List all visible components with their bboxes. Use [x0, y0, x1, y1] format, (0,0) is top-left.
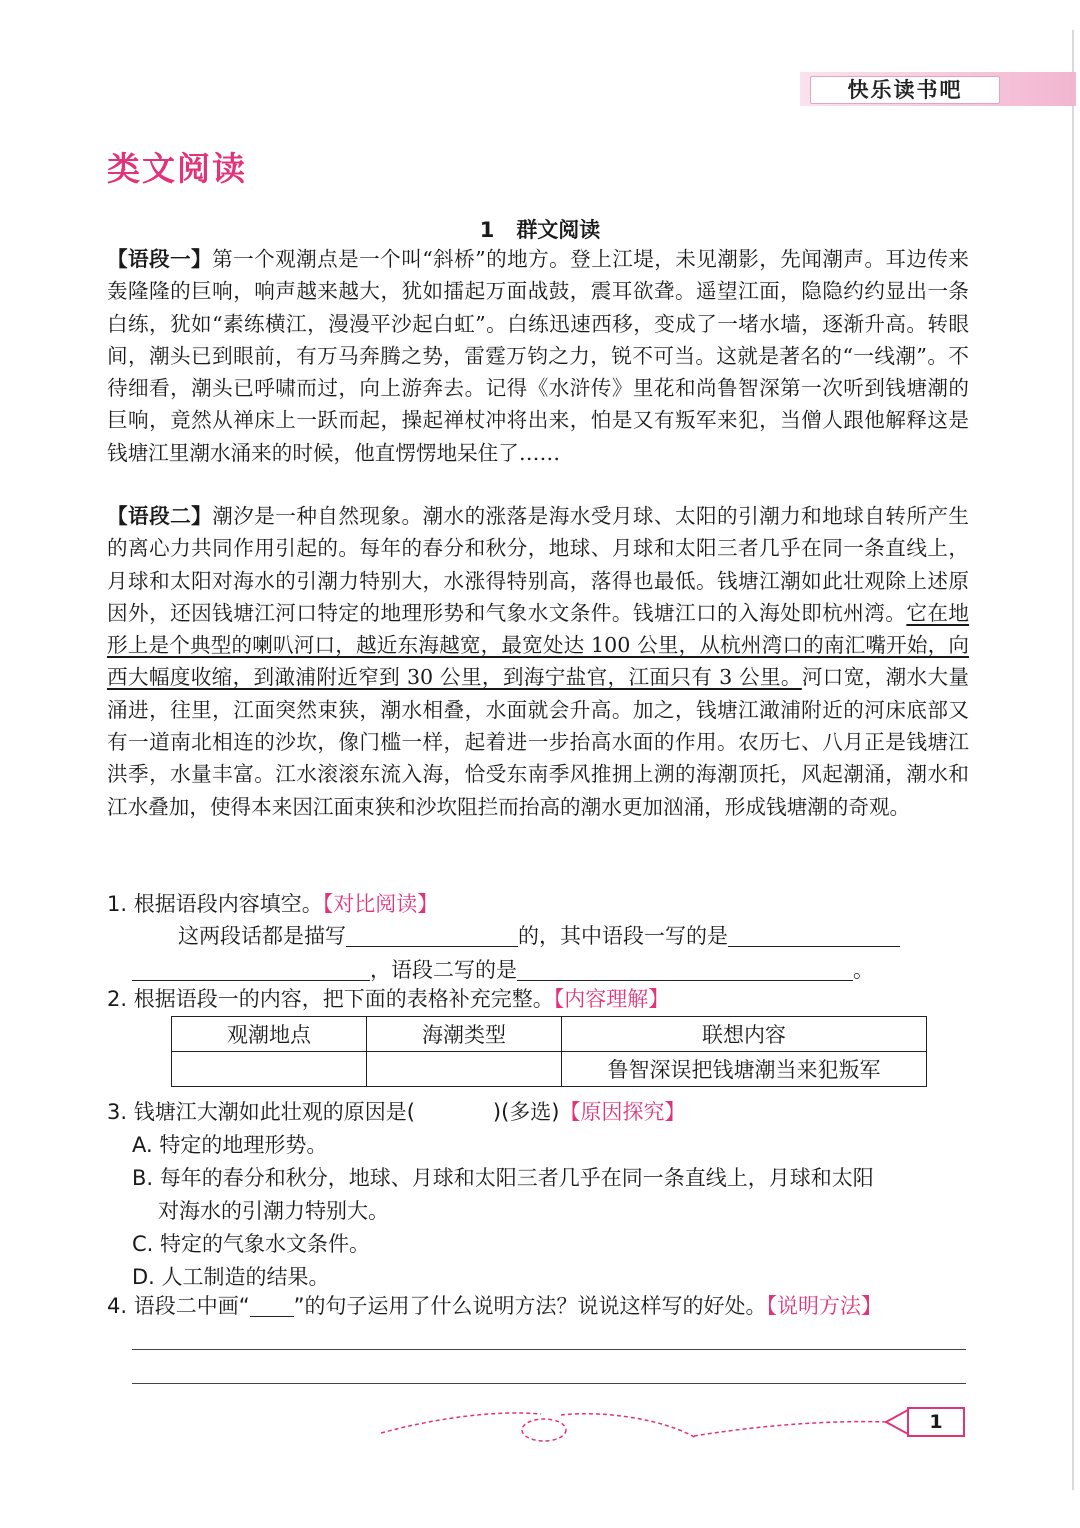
question-4-text-a: 4. 语段二中画“ — [107, 1294, 250, 1318]
paragraph-one-text: 第一个观潮点是一个叫“斜桥”的地方。登上江堤，未见潮影，先闻潮声。耳边传来轰隆隆的巨响，响声越来越大，犹如擂起万面战鼓，震耳欲聋。遥望江面，隐隐约约显出一条白练，犹如“素练横江，漫漫平沙起白虹”。白练迅速西移，变成了一堵水墙，逐渐升高。转眼间，潮头已到眼前，有万马奔腾之势，雷霆万钧之力，锐不可当。这就是著名的“一线潮”。不待细看，潮头已呼啸而过，向上游奔去。记得《水浒传》里花和尚鲁智深第一次听到钱塘潮的巨响，竟然从禅床上一跃而起，操起禅杖冲将出来，怕是又有叛军来犯，当僧人跟他解释这是钱塘江里潮水涌来的时候，他直愣愣地呆住了…… — [107, 247, 970, 465]
question-1-tag: 【对比阅读】 — [322, 892, 439, 916]
question-3-prompt — [107, 1096, 686, 1126]
dashed-loop — [522, 1419, 566, 1441]
paragraph-two-text-after: 河口宽，潮水大量涌进，往里，江面突然束狭，潮水相叠，水面就会升高。加之，钱塘江澉浦附近的河床底部又有一道南北相连的沙坎，像门槛一样，起着进一步抬高水面的作用。农历七、八月正是钱塘江洪季，水量丰富。江水滚滚东流入海，恰受东南季风推拥上溯的海潮顶托，风起潮涌，潮水和江水叠加，使得本来因江面束狭和沙坎阻拦而抬高的潮水更加汹涌，形成钱塘潮的奇观。 — [107, 665, 969, 819]
answer-blank-2[interactable] — [728, 924, 900, 947]
article-title — [0, 214, 1080, 244]
header-tab — [800, 72, 1076, 106]
question-1-line-2-end: 。 — [853, 958, 874, 982]
question-3-text-b: )(多选) — [492, 1100, 560, 1124]
answer-line-1[interactable] — [132, 1349, 966, 1350]
page-edge-line — [1072, 30, 1074, 1490]
footer-decoration — [376, 1400, 976, 1460]
question-1-text: 1. 根据语段内容填空。 — [107, 892, 323, 916]
question-4-text-b: ”的句子运用了什么说明方法？说说这样写的好处。 — [293, 1294, 767, 1318]
question-4-prompt — [107, 1290, 882, 1320]
paragraph-two — [107, 500, 969, 823]
table-header-cell: 海潮类型 — [367, 1017, 562, 1052]
question-1-prompt — [107, 888, 438, 918]
section-title: 类文阅读 — [107, 149, 247, 188]
underline-sample — [250, 1298, 294, 1317]
table-row — [172, 1052, 927, 1087]
question-1-line-2-a: ，语段二写的是 — [370, 958, 517, 982]
dashed-curve-right — [694, 1422, 886, 1436]
table-header-row — [172, 1017, 927, 1052]
table-header-cell: 观潮地点 — [172, 1017, 367, 1052]
answer-blank-4[interactable] — [517, 958, 853, 981]
table-cell-association: 鲁智深误把钱塘潮当来犯叛军 — [562, 1052, 927, 1087]
option-a: A. 特定的地理形势。 — [132, 1133, 328, 1157]
table-cell-location[interactable] — [172, 1052, 367, 1087]
question-2-tag: 【内容理解】 — [553, 987, 670, 1011]
dashed-curve-mid — [561, 1414, 696, 1438]
option-c: C. 特定的气象水文条件。 — [132, 1232, 371, 1256]
question-1-line-1-b: 的，其中语段一写的是 — [518, 924, 728, 948]
question-2-prompt — [107, 983, 669, 1013]
answer-table — [171, 1016, 927, 1087]
question-1-line-1-a: 这两段话都是描写 — [178, 924, 346, 948]
option-b-continued: 对海水的引潮力特别大。 — [158, 1199, 389, 1223]
paragraph-two-text-before: 潮汐是一种自然现象。潮水的涨落是海水受月球、太阳的引潮力和地球自转所产生的离心力共同作用引起的。每年的春分和秋分，地球、月球和太阳三者几乎在同一条直线上，月球和太阳对海水的引潮力特别大，水涨得特别高，落得也最低。钱塘江潮如此壮观除上述原因外，还因钱塘江河口特定的地理形势和气象水文条件。钱塘江口的入海处即杭州湾。 — [107, 504, 970, 625]
dashed-curve-left — [381, 1413, 541, 1433]
table-header-cell: 联想内容 — [562, 1017, 927, 1052]
answer-line-2[interactable] — [132, 1383, 966, 1384]
answer-blank-3[interactable] — [132, 958, 370, 981]
question-4-tag: 【说明方法】 — [766, 1294, 882, 1318]
page-number: 1 — [929, 1411, 943, 1433]
paragraph-two-underlined: 它在地形上是个典型的喇叭河口，越近东海越宽，最宽处达 100 公里，从杭州湾口的南汇嘴开始，向西大幅度收缩，到澉浦附近窄到 30 公里，到海宁盐官，江面只有 3 公里。 — [107, 600, 970, 690]
question-1-line-1 — [178, 920, 900, 950]
option-b: B. 每年的春分和秋分，地球、月球和太阳三者几乎在同一条直线上，月球和太阳 — [132, 1166, 874, 1190]
header-tab-label: 快乐读书吧 — [810, 76, 1000, 104]
paragraph-one — [107, 243, 969, 469]
pointer-triangle — [886, 1410, 908, 1434]
article-number: 1 — [479, 218, 495, 242]
question-1-line-2 — [132, 954, 874, 984]
question-2-text: 2. 根据语段一的内容，把下面的表格补充完整。 — [107, 987, 554, 1011]
paragraph-one-lead: 【语段一】 — [107, 247, 213, 271]
question-3-tag: 【原因探究】 — [559, 1100, 686, 1124]
option-d: D. 人工制造的结果。 — [132, 1265, 330, 1289]
answer-blank-1[interactable] — [346, 924, 518, 947]
question-3-text-a: 3. 钱塘江大潮如此壮观的原因是( — [107, 1100, 415, 1124]
paragraph-two-lead: 【语段二】 — [107, 504, 213, 528]
article-title-text: 群文阅读 — [516, 218, 601, 242]
table-cell-tide-type[interactable] — [367, 1052, 562, 1087]
